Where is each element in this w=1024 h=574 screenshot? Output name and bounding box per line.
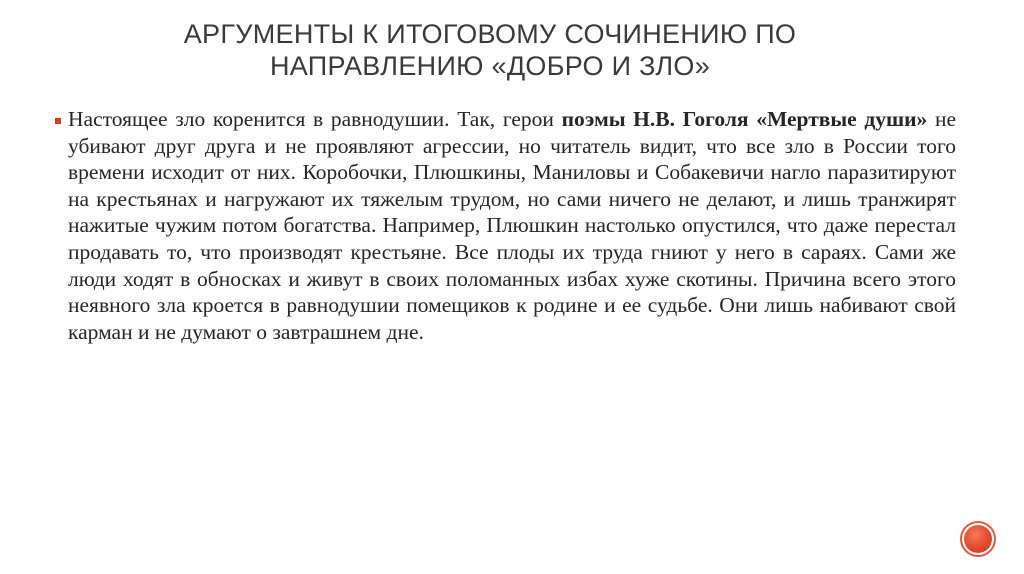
bullet-text-bold: поэмы Н.В. Гоголя «Мертвые души» — [561, 107, 928, 131]
slide-title — [130, 18, 850, 82]
slide-title-line-2: НАПРАВЛЕНИЮ «ДОБРО И ЗЛО» — [269, 51, 711, 81]
circle-nav-icon — [964, 525, 992, 553]
slide-nav-button[interactable] — [960, 521, 996, 557]
slide-title-line-1: АРГУМЕНТЫ К ИТОГОВОМУ СОЧИНЕНИЮ ПО — [183, 19, 797, 49]
bullet-text-body: не убивают друг друга и не проявляют агрессии, но читатель видит, что все зло в России того времени исходит от них. Коробочки, Плюшкины, Маниловы и Собакевичи нагло паразитируют на крестьянах и нагружают их тяжелым трудом, но сами ничего не делают, и лишь транжирят нажитые чужим потом богатства. Например, Плюшкин настолько опустился, что даже перестал продавать то, что производят крестьяне. Все плоды их труда гниют у него в сараях. Сами же люди ходят в обносках и живут в своих поломанных избах хуже скотины. Причина всего этого неявного зла кроется в равнодушии помещиков к родине и ее судьбе. Они лишь набивают свой карман и не думают о завтрашнем дне. — [68, 107, 956, 344]
bullet-item — [52, 106, 956, 345]
bullet-text — [68, 106, 956, 345]
square-bullet-icon — [55, 118, 61, 124]
bullet-text-intro: Настоящее зло коренится в равнодушии. Так, герои — [68, 107, 562, 131]
